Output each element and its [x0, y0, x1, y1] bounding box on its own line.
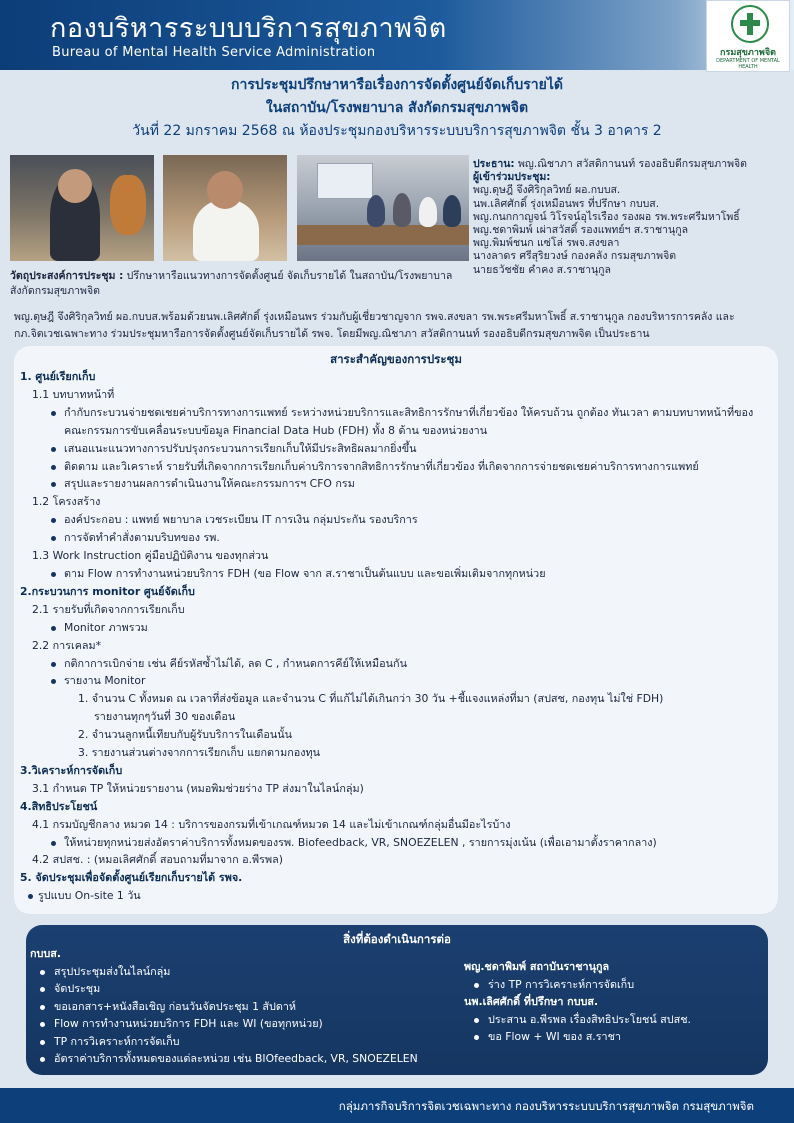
action-item: ขอ Flow + WI ของ ส.ราชา: [464, 1028, 764, 1046]
meeting-photo-1: [10, 155, 154, 261]
subsection-heading: 2.1 รายรับที่เกิดจากการเรียกเก็บ: [32, 602, 185, 616]
subsection-heading: 1.3 Work Instruction คู่มือปฏิบัติงาน ของทุกส่วน: [32, 549, 269, 563]
attendees-label: ผู้เข้าร่วมประชุม:: [473, 171, 551, 184]
action-item: ร่าง TP การวิเคราะห์การจัดเก็บ: [464, 976, 764, 994]
chair-name: พญ.ณิชาภา สวัสดิกานนท์ รองอธิบดีกรมสุขภาพจิต: [517, 158, 747, 170]
next-actions-panel: [26, 925, 768, 1075]
list-item: รายงาน Monitor: [20, 672, 772, 690]
list-item: ติดตาม และวิเคราะห์ รายรับที่เกิดจากการเรียกเก็บค่าบริการจากสิทธิการรักษาที่เกี่ยวข้อง ที่เกิดจากการจ่ายชดเชยค่าบริการทางการแพทย์: [20, 458, 772, 476]
list-item: เสนอแนะแนวทางการปรับปรุงกระบวนการเรียกเก็บให้มีประสิทธิผลมากยิ่งขึ้น: [20, 440, 772, 458]
list-item: ตาม Flow การทำงานหน่วยบริการ FDH (ขอ Flow จาก ส.ราชาเป็นต้นแบบ และขอเพิ่มเติมจากทุกหน่วย: [20, 565, 772, 583]
action-item: ประสาน อ.พีรพล เรื่องสิทธิประโยชน์ สปสช.: [464, 1011, 764, 1029]
attendee-item: นพ.เลิศศักดิ์ รุ่งเหมือนพร ที่ปรึกษา กบบส.: [473, 197, 660, 210]
bureau-title-en: Bureau of Mental Health Service Administration: [52, 45, 376, 60]
key-points-card: [14, 346, 778, 914]
meeting-summary-text: พญ.ดุษฎี จึงศิริกุลวิทย์ ผอ.กบบส.พร้อมด้วยนพ.เลิศศักดิ์ รุ่งเหมือนพร ร่วมกับผู้เชี่ยวชาญจาก รพจ.สงขลา รพ.พระศรีมหาโพธิ์ ส.ราชานุกูล กองบริหารการคลัง และ กภ.จิตเวชเฉพาะทาง ร่วมประชุมหารือการจัดตั้งศูนย์จัดเก็บรายได้ รพจ. โดยมีพญ.ณิชาภา สวัสดิกานนท์ รองอธิบดีกรมสุขภาพจิต เป็นประธาน: [14, 311, 735, 340]
numbered-item-continued: รายงานทุกๆวันที่ 30 ของเดือน: [94, 710, 236, 724]
actions-left-column: [30, 945, 460, 1068]
key-points-title: สาระสำคัญของการประชุม: [330, 352, 462, 366]
subsection-heading: 1.2 โครงสร้าง: [32, 495, 101, 509]
actions-group-heading: นพ.เลิศศักดิ์ ที่ปรึกษา กบบส.: [464, 995, 599, 1008]
list-item: รูปแบบ On-site 1 วัน: [20, 887, 772, 905]
list-item: การจัดทำคำสั่งตามบริบทของ รพ.: [20, 529, 772, 547]
next-actions-title: สิ่งที่ต้องดำเนินการต่อ: [343, 932, 451, 946]
section-heading: 2.กระบวนการ monitor ศูนย์จัดเก็บ: [20, 584, 195, 598]
action-item: ขอเอกสาร+หนังสือเชิญ ก่อนวันจัดประชุม 1 สัปดาห์: [30, 998, 460, 1016]
action-item: จัดประชุม: [30, 980, 460, 998]
attendee-item: นางลาดร ศรีสุริยวงษ์ กองคลัง กรมสุขภาพจิต: [473, 250, 677, 263]
subsection-heading: 3.1 กำหนด TP ให้หน่วยรายงาน (หมอพิมช่วยร่าง TP ส่งมาในไลน์กลุ่ม): [32, 781, 364, 795]
list-item: ให้หน่วยทุกหน่วยส่งอัตราค่าบริการทั้งหมดของรพ. Biofeedback, VR, SNOEZELEN , รายการมุ่งเน้น (เพื่อเอามาตั้งราคากลาง): [20, 834, 772, 852]
action-item: อัตราค่าบริการทั้งหมดของแต่ละหน่วย เช่น BIOfeedback, VR, SNOEZELEN: [30, 1050, 460, 1068]
subsection-heading: 2.2 การเคลม*: [32, 638, 102, 652]
subsection-heading: 4.1 กรมบัญชีกลาง หมวด 14 : บริการของกรมที่เข้าเกณฑ์หมวด 14 และไม่เข้าเกณฑ์กลุ่มอื่นมีอะไรบ้าง: [32, 817, 511, 831]
subsection-heading: 1.1 บทบาทหน้าที่: [32, 387, 115, 401]
list-item: กติกาการเบิกจ่าย เช่น คีย์รหัสซ้ำไม่ได้, ลด C , กำหนดการคีย์ให้เหมือนกัน: [20, 655, 772, 673]
actions-group-heading: กบบส.: [30, 947, 61, 960]
footer-text: กลุ่มภารกิจบริการจิตเวชเฉพาะทาง กองบริหารระบบบริการสุขภาพจิต กรมสุขภาพจิต: [338, 1099, 754, 1113]
meeting-title-line1: การประชุมปรึกษาหารือเรื่องการจัดตั้งศูนย์จัดเก็บรายได้: [231, 77, 563, 93]
attendee-item: นายธวัชชัย คำคง ส.ราชานุกูล: [473, 263, 611, 276]
action-item: Flow การทำงานหน่วยบริการ FDH และ WI (ขอทุกหน่วย): [30, 1015, 460, 1033]
department-seal-icon: [731, 5, 769, 43]
list-item: กำกับกระบวนจ่ายชดเชยค่าบริการทางการแพทย์ ระหว่างหน่วยบริการและสิทธิการรักษาที่เกี่ยวข้อง ให้ครบถ้วน ถูกต้อง ทันเวลา ตามบทบาทหน้าที่ของคณะกรรมการขับเคลื่อนระบบข้อมูล Financial Data Hub (FDH) ทั้ง 8 ด้าน ของหน่วยงาน: [20, 404, 772, 440]
section-heading: 3.วิเคราะห์การจัดเก็บ: [20, 763, 123, 777]
list-item: องค์ประกอบ : แพทย์ พยาบาล เวชระเบียน IT การเงิน กลุ่มประกัน รองบริการ: [20, 511, 772, 529]
department-logo: [706, 0, 790, 72]
logo-subtext: DEPARTMENT OF MENTAL HEALTH: [716, 58, 780, 70]
section-heading: 5. จัดประชุมเพื่อจัดตั้งศูนย์เรียกเก็บรายได้ รพจ.: [20, 871, 243, 885]
logo-text: กรมสุขภาพจิต: [720, 48, 776, 58]
meeting-photo-2: [163, 155, 287, 261]
objective-text: ปรึกษาหารือแนวทางการจัดตั้งศูนย์ จัดเก็บรายได้ ในสถาบัน/โรงพยาบาล สังกัดกรมสุขภาพจิต: [10, 270, 453, 297]
key-points-content: [20, 368, 772, 905]
footer-bar: [0, 1088, 794, 1123]
chair-label: ประธาน:: [473, 158, 515, 170]
attendee-item: พญ.ดุษฎี จึงศิริกุลวิทย์ ผอ.กบบส.: [473, 184, 621, 197]
meeting-photo-3: [297, 155, 469, 261]
numbered-item: 2. จำนวนลูกหนี้เทียบกับผู้รับบริการในเดือนนั้น: [78, 728, 292, 742]
section-heading: 1. ศูนย์เรียกเก็บ: [20, 370, 96, 383]
attendee-item: พญ.ชดาพิมพ์ เผ่าสวัสดิ์ รองแพทย์ฯ ส.ราชานุกูล: [473, 224, 688, 237]
objective-label: วัตถุประสงค์การประชุม :: [10, 270, 124, 282]
bureau-title-th: กองบริหารระบบบริการสุขภาพจิต: [50, 13, 447, 44]
meeting-title-line2: ในสถาบัน/โรงพยาบาล สังกัดกรมสุขภาพจิต: [265, 100, 529, 116]
subsection-heading: 4.2 สปสช. : (หมอเลิศศักดิ์ สอบถามที่มาจาก อ.พีรพล): [32, 853, 283, 867]
attendee-item: พญ.พิมพ์ชนก แซ่โล่ รพจ.สงขลา: [473, 237, 620, 250]
action-item: TP การวิเคราะห์การจัดเก็บ: [30, 1033, 460, 1051]
section-heading: 4.สิทธิประโยชน์: [20, 799, 98, 813]
list-item: Monitor ภาพรวม: [20, 619, 772, 637]
actions-right-column: [464, 958, 764, 1046]
meeting-participants: [473, 158, 789, 277]
actions-group-heading: พญ.ชดาพิมพ์ สถาบันราชานุกูล: [464, 960, 610, 973]
header-banner: [0, 0, 794, 70]
meeting-objective: [10, 269, 470, 299]
numbered-item: 3. รายงานส่วนต่างจากการเรียกเก็บ แยกตามกองทุน: [78, 746, 321, 760]
attendee-item: พญ.กนกกาญจน์ วิโรจน์อุไรเรือง รองผอ รพ.พระศรีมหาโพธิ์: [473, 210, 740, 223]
action-item: สรุปประชุมส่งในไลน์กลุ่ม: [30, 963, 460, 981]
list-item: สรุปและรายงานผลการดำเนินงานให้คณะกรรมการฯ CFO กรม: [20, 475, 772, 493]
numbered-item: 1. จำนวน C ทั้งหมด ณ เวลาที่ส่งข้อมูล และจำนวน C ที่แก้ไม่ได้เกินกว่า 30 วัน +ชี้แจงแหล่งที่มา (สปสช, กองทุน ไม่ใช่ FDH): [78, 692, 664, 706]
meeting-date-venue: วันที่ 22 มกราคม 2568 ณ ห้องประชุมกองบริหารระบบบริการสุขภาพจิต ชั้น 3 อาคาร 2: [132, 123, 662, 139]
